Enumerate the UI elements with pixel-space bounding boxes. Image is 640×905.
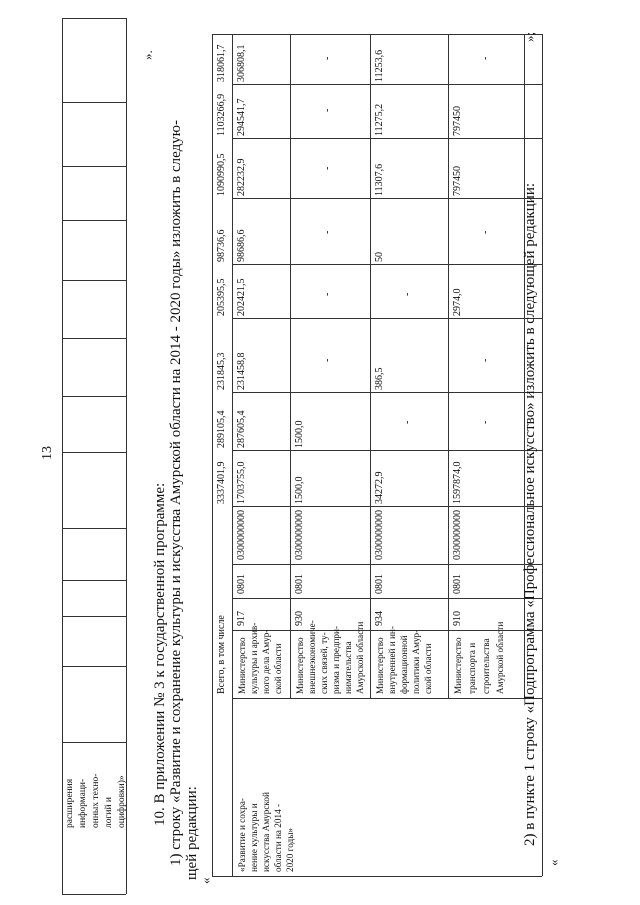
row-934-value-4: - (402, 292, 413, 296)
row-917-value-6: 282232,9 (236, 158, 247, 196)
row-910-code3: 0300000000 (452, 510, 463, 560)
row-930-value-1: 1500,0 (294, 476, 305, 504)
row-930-value-6: - (322, 166, 333, 170)
row-917-code3: 0300000000 (236, 510, 247, 560)
row-917-label-1: Министерство (237, 637, 247, 694)
row-910-value-2: - (480, 420, 491, 424)
row-910-value-3: - (480, 358, 491, 362)
row-934-label-2: внутренней и ин- (387, 626, 397, 694)
row-934-label-5: ской области (423, 643, 433, 694)
main-table (212, 31, 542, 876)
row-930-value-4: - (322, 292, 333, 296)
row-934-label-1: Министерство (375, 637, 385, 694)
row-917-label-4: ской области (273, 643, 283, 694)
row-910-value-4: 2974,0 (452, 288, 463, 316)
fragment-line-5: оцифровки)» (117, 775, 127, 828)
row-910-code2: 0801 (452, 574, 463, 594)
program-title-3: искусства Амурской (261, 792, 271, 872)
bottom-open-quote: « (546, 859, 561, 866)
row-total-label: Всего, в том числе (216, 615, 227, 694)
row-934-label-3: формационной (399, 635, 409, 694)
row-934-value-7: 11275,2 (374, 103, 385, 136)
row-934-label-4: политики Амур- (411, 629, 421, 694)
fragment-line-3: онных техно- (91, 773, 101, 828)
row-930-label-1: Министерство (295, 637, 305, 694)
section-heading: 10. В приложении № 3 к государственной программе: (152, 482, 168, 826)
row-930-label-5: нимательства (343, 641, 353, 694)
row-930-value-5: - (322, 230, 333, 234)
row-930-code2: 0801 (294, 574, 305, 594)
row-917-label-3: ного дела Амур- (261, 629, 271, 694)
row-930-label-2: внешнеэкономиче- (307, 620, 317, 694)
row-917-value-7: 294541,7 (236, 98, 247, 136)
row-934-value-3: 386,5 (374, 367, 385, 390)
row-total-value-1: 3337401,9 (216, 461, 227, 504)
row-910-label-2: транспорта и (467, 642, 477, 694)
row-917-value-8: 306808,1 (236, 44, 247, 82)
program-title-5: 2020 годы» (285, 828, 295, 872)
program-title-1: «Развитие и сохра- (237, 798, 247, 872)
program-title-4: области на 2014 - (273, 803, 283, 872)
row-930-value-7: - (322, 108, 333, 112)
row-934-value-5: 50 (374, 252, 385, 262)
row-total-value-7: 1103266,9 (216, 93, 227, 136)
row-930-label-6: Амурской области (355, 621, 365, 694)
item-1-continuation: щей редакции: (184, 786, 200, 880)
row-total-value-4: 205395,5 (216, 278, 227, 316)
row-917-code2: 0801 (236, 574, 247, 594)
row-917-value-4: 202421,5 (236, 278, 247, 316)
row-910-value-7: 797450 (452, 106, 463, 136)
row-917-label-2: культуры и архив- (249, 622, 259, 694)
fragment-closing-quote: ». (140, 50, 155, 60)
row-total-value-8: 318061,7 (216, 44, 227, 82)
row-930-value-3: - (322, 358, 333, 362)
page-number: 13 (40, 446, 55, 460)
row-917-value-2: 287605,4 (236, 410, 247, 448)
open-quote: « (198, 877, 213, 884)
row-917-value-3: 231458,8 (236, 352, 247, 390)
row-930-label-3: ских связей, ту- (319, 632, 329, 694)
row-total-value-3: 231845,3 (216, 352, 227, 390)
row-total-value-6: 1090990,5 (216, 153, 227, 196)
row-930-value-2: 1500,0 (294, 420, 305, 448)
row-930-code1: 930 (294, 611, 305, 626)
program-title-2: нение культуры и (249, 803, 259, 872)
row-934-value-6: 11307,6 (374, 163, 385, 196)
item-2-text: 2) в пункте 1 строку «Подпрограмма «Профессиональное искусство» изложить в следующей редакции: (522, 182, 538, 846)
row-934-value-8: 11253,6 (374, 49, 385, 82)
row-910-code1: 910 (452, 611, 463, 626)
row-910-value-8: - (480, 56, 491, 60)
fragment-line-4: логий и (104, 796, 114, 828)
item-1-text: 1) строку «Развитие и сохранение культуры и искусства Амурской области на 2014 - 2020 годы» изложить в следую- (168, 120, 184, 866)
row-934-code3: 0300000000 (374, 510, 385, 560)
row-910-label-1: Министерство (453, 637, 463, 694)
row-930-code3: 0300000000 (294, 510, 305, 560)
fragment-line-1: расширения (65, 778, 75, 828)
fragment-line-2: информаци- (78, 778, 88, 828)
row-930-value-8: - (322, 56, 333, 60)
row-934-code1: 934 (374, 611, 385, 626)
row-934-value-2: - (402, 420, 413, 424)
row-917-value-1: 1703755,0 (236, 461, 247, 504)
table-closing-quote: »; (522, 31, 537, 42)
row-total-value-2: 289105,4 (216, 410, 227, 448)
row-910-label-3: строительства (481, 638, 491, 694)
row-910-value-1: 1597874,0 (452, 461, 463, 504)
row-930-label-4: ризма и предпри- (331, 626, 341, 694)
row-910-value-5: - (480, 230, 491, 234)
row-934-value-1: 34272,9 (374, 471, 385, 504)
row-934-code2: 0801 (374, 574, 385, 594)
row-910-value-6: 797450 (452, 166, 463, 196)
row-910-label-4: Амурской области (495, 621, 505, 694)
row-917-value-5: 98686,6 (236, 229, 247, 262)
row-total-value-5: 98736,6 (216, 229, 227, 262)
row-917-code1: 917 (236, 611, 247, 626)
